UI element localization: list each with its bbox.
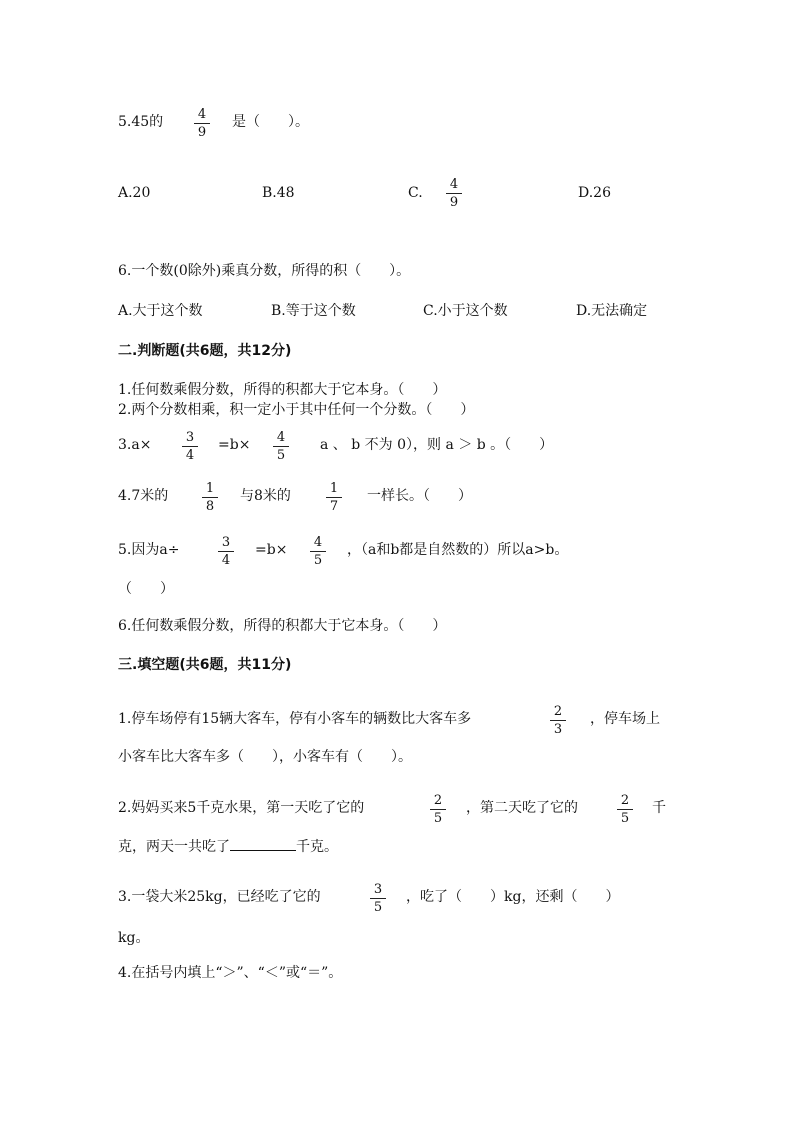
q5-fraction (191, 107, 213, 140)
s3-q2-fraction-1 (427, 793, 449, 826)
s2-q5-answer-paren: （ ） (118, 581, 174, 597)
numerator: 3 (373, 882, 383, 897)
q6-option-d: D.无法确定 (576, 303, 648, 319)
s2-q5-part3: ，（a和b都是自然数的）所以a>b。 (347, 542, 569, 558)
s3-q3-fraction (367, 882, 389, 915)
denominator: 5 (276, 448, 286, 463)
q6-option-c: C.小于这个数 (423, 303, 508, 319)
s2-q6: 6.任何数乘假分数，所得的积都大于它本身。（ ） (118, 618, 447, 634)
q6-option-b: B.等于这个数 (271, 303, 356, 319)
s3-q4: 4.在括号内填上“＞”、“＜”或“＝”。 (118, 965, 343, 981)
fraction-bar (550, 720, 566, 721)
s2-q4-part2: 与8米的 (240, 488, 291, 504)
fraction-bar (446, 193, 462, 194)
s2-q3-fraction-1 (179, 430, 201, 463)
q5-option-b: B.48 (262, 185, 295, 201)
denominator: 4 (185, 448, 195, 463)
s3-q2-part4a: 克，两天一共吃了 (118, 839, 230, 855)
fraction-bar (430, 809, 446, 810)
s2-q3-part2: =b× (218, 437, 251, 453)
s2-q3-part3: a 、 b 不为 0），则 a ＞ b 。（ ） (320, 437, 554, 453)
s3-q2-part2: ，第二天吃了它的 (466, 800, 578, 816)
s3-q2-fraction-2 (614, 793, 636, 826)
denominator: 5 (433, 811, 443, 826)
s3-q3-part1: 3.一袋大米25kg，已经吃了它的 (118, 889, 321, 905)
denominator: 9 (197, 125, 207, 140)
s3-q2-part4 (118, 838, 338, 856)
fraction-bar (617, 809, 633, 810)
denominator: 9 (449, 195, 459, 210)
s2-q4-part3: 一样长。（ ） (367, 488, 472, 504)
s3-q1-part2: ，停车场上 (590, 711, 660, 727)
q5-option-c: C. (408, 185, 423, 201)
denominator: 5 (620, 811, 630, 826)
denominator: 8 (205, 499, 215, 514)
s3-q1-part3: 小客车比大客车多（ ），小客车有（ ）。 (118, 749, 412, 765)
denominator: 4 (221, 553, 231, 568)
s2-q5-fraction-1 (215, 535, 237, 568)
numerator: 2 (553, 704, 563, 719)
s2-q3-part1: 3.a× (118, 437, 152, 453)
s2-q1: 1.任何数乘假分数，所得的积都大于它本身。（ ） (118, 382, 447, 398)
denominator: 5 (313, 553, 323, 568)
numerator: 4 (276, 430, 286, 445)
q5-text-post: 是（ ）。 (232, 114, 309, 130)
s3-q2-part4b: 千克。 (296, 839, 338, 855)
fraction-bar (194, 123, 210, 124)
denominator: 7 (329, 499, 339, 514)
numerator: 3 (185, 430, 195, 445)
s2-q3-fraction-2 (270, 430, 292, 463)
fraction-bar (273, 446, 289, 447)
fraction-bar (218, 551, 234, 552)
numerator: 1 (205, 481, 215, 496)
fraction-bar (202, 497, 218, 498)
s3-q3-part2: ，吃了（ ）kg，还剩（ ） (406, 889, 620, 905)
s3-q2-part3: 千 (652, 800, 666, 816)
s2-q4-fraction-1 (199, 481, 221, 514)
q5-option-a: A.20 (118, 185, 151, 201)
numerator: 4 (449, 177, 459, 192)
fraction-bar (182, 446, 198, 447)
s2-q5-part2: =b× (255, 542, 288, 558)
numerator: 4 (313, 535, 323, 550)
fraction-bar (370, 898, 386, 899)
denominator: 5 (373, 900, 383, 915)
q5-option-d: D.26 (578, 185, 611, 201)
s3-q1-fraction (547, 704, 569, 737)
fraction-bar (310, 551, 326, 552)
s2-q4-part1: 4.7米的 (118, 488, 169, 504)
s2-q4-fraction-2 (323, 481, 345, 514)
s2-q5-fraction-2 (307, 535, 329, 568)
numerator: 2 (433, 793, 443, 808)
q6-text: 6.一个数(0除外)乘真分数，所得的积（ ）。 (118, 263, 411, 279)
s2-q2: 2.两个分数相乘，积一定小于其中任何一个分数。（ ） (118, 402, 475, 418)
s2-q5-part1: 5.因为a÷ (118, 542, 180, 558)
fraction-bar (326, 497, 342, 498)
section-2-title: 二.判断题(共6题，共12分) (118, 343, 292, 359)
s3-q1-part1: 1.停车场停有15辆大客车，停有小客车的辆数比大客车多 (118, 711, 472, 727)
section-3-title: 三.填空题(共6题，共11分) (118, 657, 292, 673)
numerator: 3 (221, 535, 231, 550)
answer-blank-line[interactable] (230, 838, 296, 851)
denominator: 3 (553, 722, 563, 737)
q5-option-c-fraction (443, 177, 465, 210)
numerator: 2 (620, 793, 630, 808)
s3-q3-part3: kg。 (118, 930, 150, 946)
q6-option-a: A.大于这个数 (118, 303, 203, 319)
q5-text-pre: 5.45的 (118, 114, 164, 130)
numerator: 1 (329, 481, 339, 496)
s3-q2-part1: 2.妈妈买来5千克水果，第一天吃了它的 (118, 800, 365, 816)
numerator: 4 (197, 107, 207, 122)
